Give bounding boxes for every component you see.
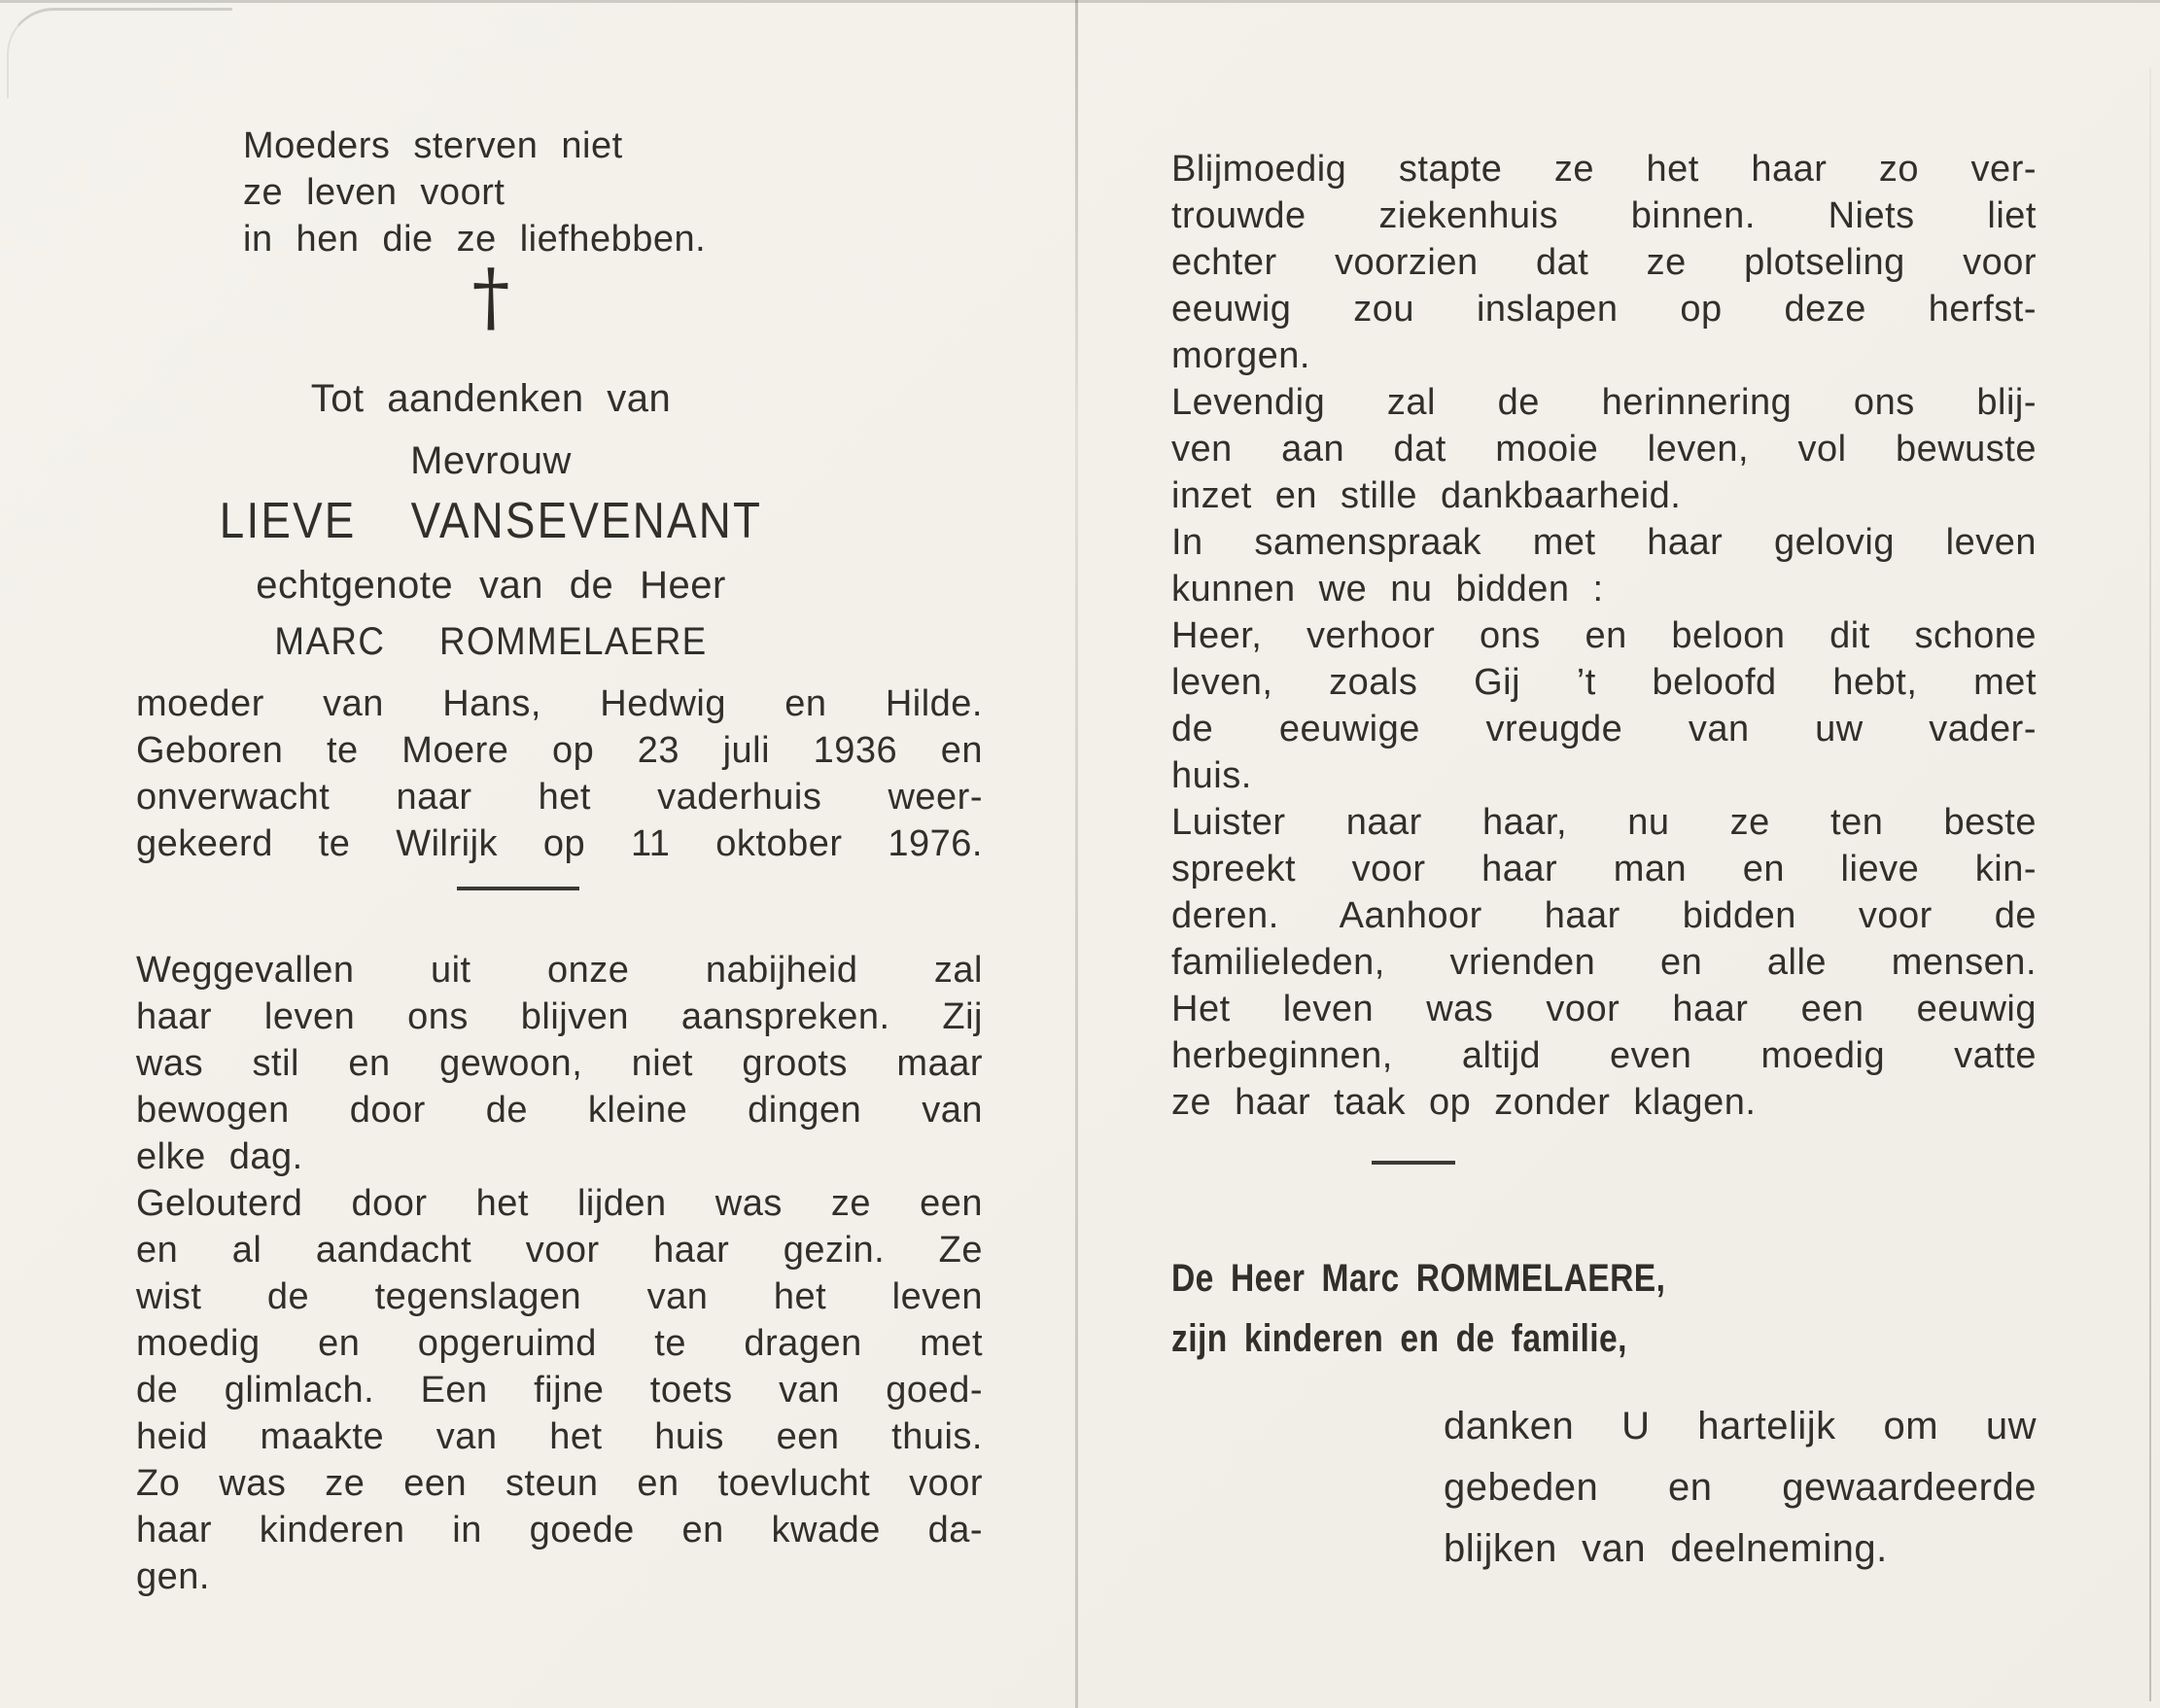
text-line: haar leven ons blijven aanspreken. Zij: [136, 996, 983, 1037]
memorial-paragraph-2: [136, 1180, 983, 1600]
text-line: trouwde ziekenhuis binnen. Niets liet: [1171, 195, 2037, 236]
text-line: familieleden, vrienden en alle mensen.: [1171, 942, 2037, 983]
text-line: Gelouterd door het lijden was ze een: [136, 1183, 983, 1224]
text-line: deren. Aanhoor haar bidden voor de: [1171, 895, 2037, 936]
text-line: gebeden en gewaardeerde: [1444, 1466, 2037, 1509]
right-page: [1080, 0, 2160, 1708]
text-line: ze haar taak op zonder klagen.: [1171, 1082, 1757, 1123]
text-line: wist de tegenslagen van het leven: [136, 1276, 983, 1317]
text-line: Luister naar haar, nu ze ten beste: [1171, 802, 2037, 843]
dedication-line: Tot aandenken van: [310, 377, 672, 420]
text-line: heid maakte van het huis een thuis.: [136, 1416, 983, 1457]
text-line: Heer, verhoor ons en beloon dit schone: [1171, 615, 2037, 656]
text-line: In samenspraak met haar gelovig leven: [1171, 522, 2037, 563]
text-line: Levendig zal de herinnering ons blij-: [1171, 382, 2037, 423]
text-line: bewogen door de kleine dingen van: [136, 1090, 983, 1131]
cross-icon: †: [471, 254, 510, 341]
text-line: gekeerd te Wilrijk op 11 oktober 1976.: [136, 823, 983, 864]
text-line: ven aan dat mooie leven, vol bewuste: [1171, 429, 2037, 470]
prayer-paragraph-3: [1171, 519, 2037, 612]
text-line: zijn kinderen en de familie,: [1171, 1317, 1627, 1360]
text-line: ze leven voort: [243, 172, 505, 213]
text-line: blijken van deelneming.: [1444, 1527, 1888, 1570]
text-line: kunnen we nu bidden :: [1171, 569, 1604, 610]
prayer-paragraph-1: [1171, 146, 2037, 379]
text-line: elke dag.: [136, 1136, 303, 1177]
prayer-paragraph-4: [1171, 612, 2037, 799]
text-line: moedig en opgeruimd te dragen met: [136, 1323, 983, 1364]
prayer-paragraph-5: [1171, 799, 2037, 986]
text-line: gen.: [136, 1556, 210, 1597]
text-line: Het leven was voor haar een eeuwig: [1171, 989, 2037, 1029]
text-line: de eeuwige vreugde van uw vader-: [1171, 709, 2037, 749]
text-line: echter voorzien dat ze plotseling voor: [1171, 242, 2037, 283]
memorial-paragraph-1: [136, 947, 983, 1180]
spouse-name: MARC ROMMELAERE: [274, 620, 708, 663]
text-line: was stil en gewoon, niet groots maar: [136, 1043, 983, 1084]
text-line: in hen die ze liefhebben.: [243, 219, 707, 260]
text-line: huis.: [1171, 755, 1252, 796]
section-divider: [457, 887, 579, 890]
text-line: morgen.: [1171, 335, 1310, 376]
text-line: De Heer Marc ROMMELAERE,: [1171, 1257, 1666, 1300]
biography-paragraph: [136, 680, 983, 867]
deceased-name: LIEVE VANSEVENANT: [219, 493, 763, 549]
text-line: eeuwig zou inslapen op deze herfst-: [1171, 289, 2037, 330]
text-line: spreekt voor haar man en lieve kin-: [1171, 849, 2037, 889]
prayer-paragraph-2: [1171, 379, 2037, 519]
text-line: de glimlach. Een fijne toets van goed-: [136, 1370, 983, 1411]
text-line: Moeders sterven niet: [243, 125, 623, 166]
acknowledgement-names: [1171, 1248, 2037, 1369]
text-line: moeder van Hans, Hedwig en Hilde.: [136, 683, 983, 724]
prayer-paragraph-6: [1171, 986, 2037, 1126]
honorific: Mevrouw: [410, 439, 572, 482]
text-line: leven, zoals Gij ’t beloofd hebt, met: [1171, 662, 2037, 703]
text-line: herbeginnen, altijd even moedig vatte: [1171, 1035, 2037, 1076]
text-line: inzet en stille dankbaarheid.: [1171, 475, 1682, 516]
text-line: Blijmoedig stapte ze het haar zo ver-: [1171, 149, 2037, 190]
epigraph: [243, 122, 983, 262]
spouse-intro: echtgenote van de Heer: [256, 564, 726, 607]
text-line: danken U hartelijk om uw: [1444, 1405, 2037, 1447]
text-line: haar kinderen in goede en kwade da-: [136, 1510, 983, 1551]
text-line: onverwacht naar het vaderhuis weer-: [136, 777, 983, 818]
section-divider: [1372, 1161, 1455, 1165]
text-line: Zo was ze een steun en toevlucht voor: [136, 1463, 983, 1504]
text-line: Geboren te Moere op 23 juli 1936 en: [136, 730, 983, 771]
text-line: Weggevallen uit onze nabijheid zal: [136, 950, 983, 991]
text-line: en al aandacht voor haar gezin. Ze: [136, 1230, 983, 1271]
thanks-paragraph: [1444, 1396, 2037, 1580]
